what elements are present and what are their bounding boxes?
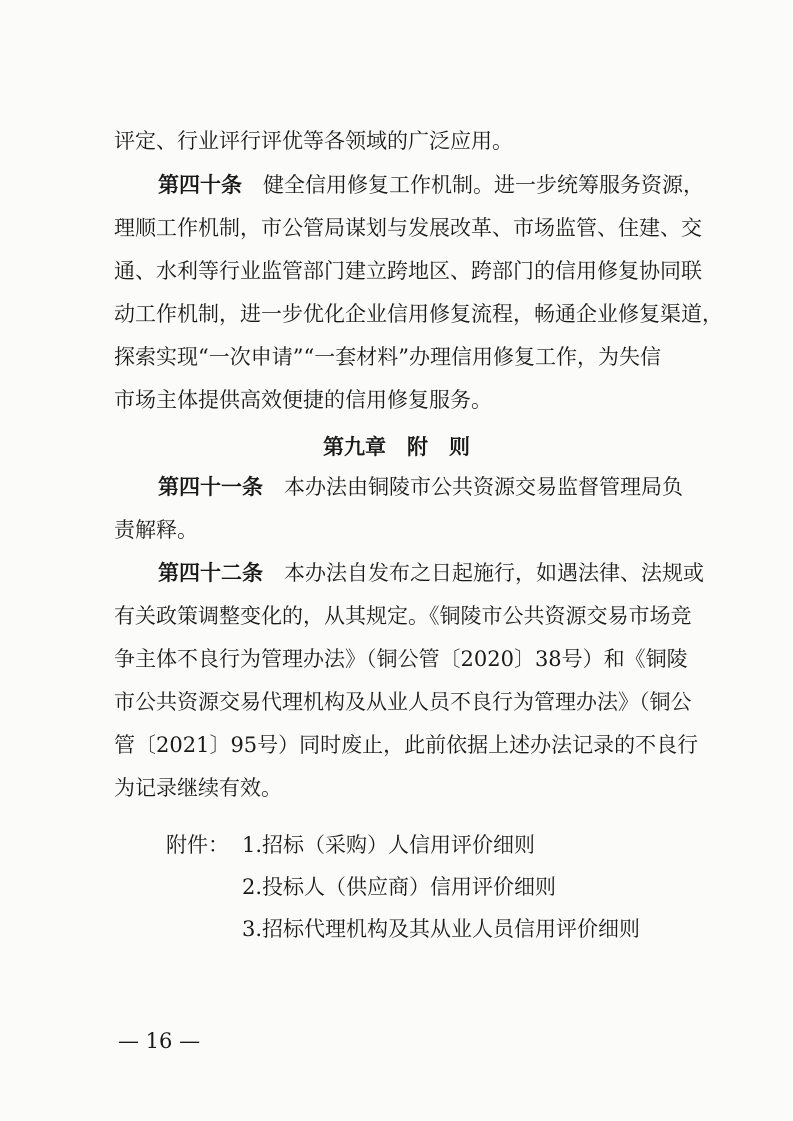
attachment-item: 1.招标（采购）人信用评价细则 (242, 833, 536, 857)
article-40-text: 健全信用修复工作机制。进一步统筹服务资源， (263, 173, 704, 197)
article-41-text: 本办法由铜陵市公共资源交易监督管理局负 (284, 475, 683, 499)
article-40-line: 探索实现“一次申请”“一套材料”办理信用修复工作，为失信 (114, 345, 661, 369)
article-41-label: 第四十一条 (158, 474, 263, 499)
article-42-line: 有关政策调整变化的，从其规定。《铜陵市公共资源交易市场竞 (114, 604, 692, 628)
article-42-line: 市公共资源交易代理机构及从业人员不良行为管理办法》（铜公 (114, 690, 692, 714)
article-40-first-line (158, 166, 704, 204)
article-42-line: 争主体不良行为管理办法》（铜公管〔2020〕38号）和《铜陵 (114, 647, 688, 671)
article-41-line: 责解释。 (114, 518, 198, 542)
article-40-label: 第四十条 (158, 172, 242, 197)
article-42-label: 第四十二条 (158, 560, 263, 585)
paragraph-line: 评定、行业评行评优等各领域的广泛应用。 (114, 129, 513, 153)
article-42-text: 本办法自发布之日起施行，如遇法律、法规或 (284, 561, 704, 585)
article-42-line: 为记录继续有效。 (114, 776, 282, 800)
article-40-line: 理顺工作机制，市公管局谋划与发展改革、市场监管、住建、交 (114, 216, 702, 240)
attachment-item: 2.投标人（供应商）信用评价细则 (242, 875, 557, 899)
article-40-line: 动工作机制，进一步优化企业信用修复流程，畅通企业修复渠道， (114, 302, 723, 326)
article-40-line: 通、水利等行业监管部门建立跨地区、跨部门的信用修复协同联 (114, 259, 702, 283)
chapter-heading: 第九章 附 则 (323, 434, 470, 459)
article-41-first-line (158, 468, 683, 506)
article-40-line: 市场主体提供高效便捷的信用修复服务。 (114, 388, 492, 412)
attachment-item: 3.招标代理机构及其从业人员信用评价细则 (242, 917, 641, 941)
attachments-label: 附件： (166, 833, 229, 857)
page-number: — 16 — (118, 1029, 201, 1053)
article-42-first-line (158, 554, 704, 592)
article-42-line: 管〔2021〕95号）同时废止，此前依据上述办法记录的不良行 (114, 733, 699, 757)
